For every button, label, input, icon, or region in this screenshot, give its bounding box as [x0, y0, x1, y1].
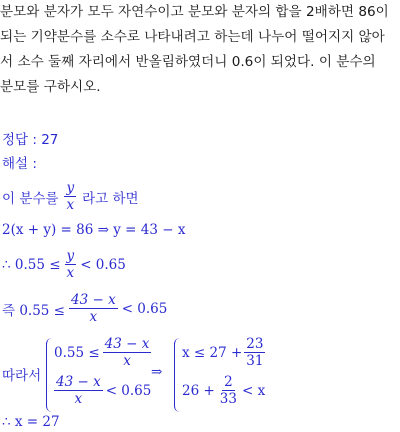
implies-arrow: ⇒ [151, 364, 163, 380]
system-right-row-2-left: 26 + [182, 382, 215, 399]
fraction-numerator: y [66, 180, 75, 196]
system-left-row-1 [54, 336, 154, 369]
system-right-row-1-fraction [244, 336, 265, 369]
system-right-row-2 [182, 374, 265, 407]
problem-line-2: 되는 기약분수를 소수로 나타내려고 하는데 나누어 떨어지지 않아 [0, 29, 385, 45]
conclusion: ∴ x = 27 [2, 414, 60, 430]
problem-line-1: 분모와 분자가 모두 자연수이고 분모와 분자의 합을 2배하면 86이 [0, 4, 389, 20]
step-1-prefix: 이 분수를 [2, 190, 59, 207]
fraction-numerator: 43 − x [104, 336, 150, 352]
fraction-numerator: 43 − x [56, 374, 101, 390]
fraction-numerator: y [66, 248, 75, 264]
system-left-row-2-right: < 0.65 [105, 382, 152, 399]
step-4-prefix: 즉 0.55 ≤ [2, 302, 65, 319]
step-1 [2, 180, 139, 213]
step-3-fraction [65, 248, 77, 281]
answer-label: 정답 : 27 [2, 132, 59, 148]
left-brace-icon [46, 338, 53, 412]
fraction-denominator: x [66, 265, 75, 281]
step-3-left: ∴ 0.55 ≤ [2, 256, 61, 273]
step-2: 2(x + y) = 86 ⇒ y = 43 − x [2, 222, 186, 238]
problem-line-3: 서 소수 둘째 자리에서 반올림하였더니 0.6이 되었다. 이 분수의 [0, 54, 376, 70]
fraction-denominator: x [66, 197, 75, 213]
fraction-numerator: 2 [224, 374, 233, 390]
step-3 [2, 248, 126, 281]
step-4 [2, 292, 167, 325]
right-brace-icon [174, 338, 181, 412]
solution-label: 해설 : [2, 156, 37, 172]
fraction-numerator: 43 − x [71, 292, 116, 308]
fraction-denominator: 31 [246, 353, 264, 369]
problem-line-4: 분모를 구하시오. [0, 79, 101, 95]
fraction-denominator: 33 [219, 391, 237, 407]
system-left-row-2-fraction [54, 374, 103, 407]
system-right-row-1-left: x ≤ 27 + [182, 344, 243, 361]
system-right-row-2-right: < x [241, 382, 266, 399]
system-left-row-1-left: 0.55 ≤ [54, 344, 100, 361]
step-4-fraction [69, 292, 118, 325]
problem-statement [0, 0, 400, 100]
system-right-row-1 [182, 336, 267, 369]
system-left-row-1-fraction [103, 336, 152, 369]
fraction-denominator: x [123, 353, 131, 369]
fraction-denominator: x [89, 309, 98, 325]
fraction-denominator: x [74, 391, 83, 407]
step-3-right: < 0.65 [80, 256, 126, 273]
step-4-right: < 0.65 [121, 300, 168, 317]
fraction-numerator: 23 [246, 336, 264, 352]
step-5-prefix: 따라서 [2, 368, 42, 384]
system-left-row-2 [54, 374, 151, 407]
step-1-fraction [64, 180, 76, 213]
step-1-suffix: 라고 하면 [82, 190, 139, 207]
system-right-row-2-fraction [218, 374, 239, 407]
